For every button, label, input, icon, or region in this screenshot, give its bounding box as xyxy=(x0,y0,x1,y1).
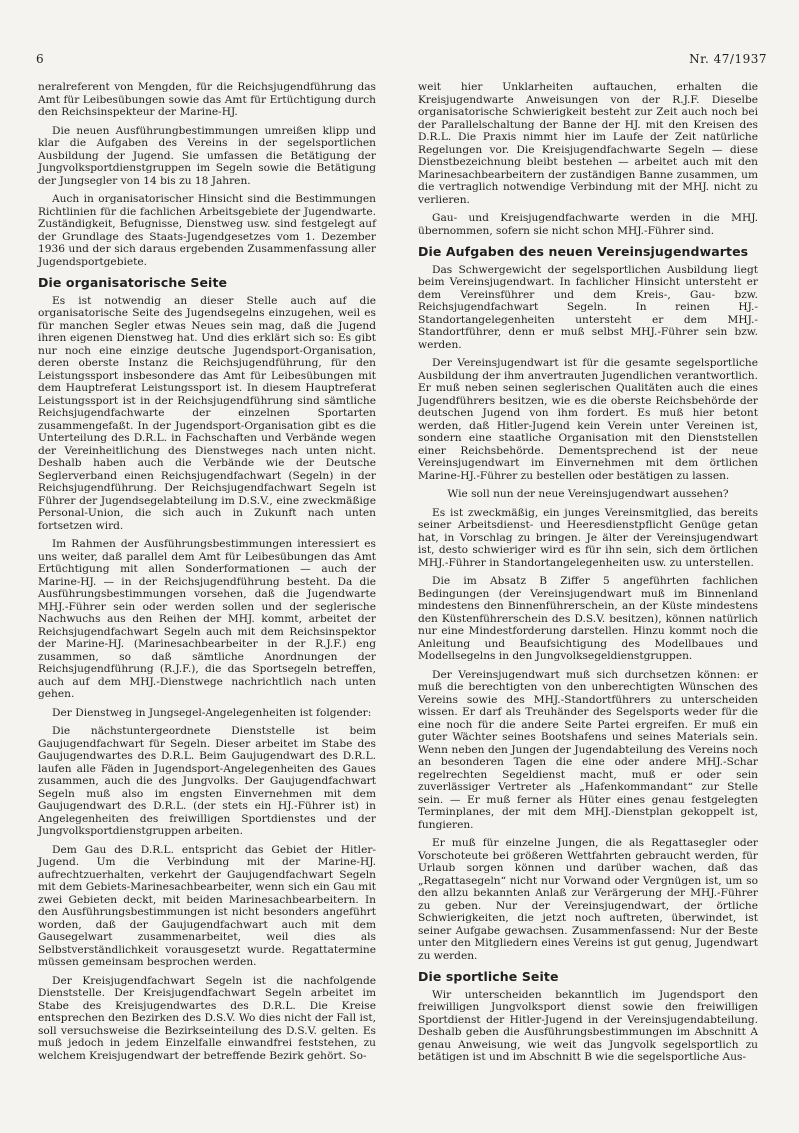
left-column xyxy=(38,81,376,1068)
paragraph: Im Rahmen der Ausführungsbestimmungen interessiert es uns weiter, daß parallel dem Amt für Leibesübungen das Amt Ertüchtigung mit allen Sonderformationen — auch der Marine-HJ. — in der Reichsjugendführung besteht. Da die Ausführungsbestimmungen vorsehen, daß die Jugendwarte MHJ.-Führer sein oder werden sollen und der seglerische Nachwuchs aus den Reihen der MHJ. kommt, arbeitet der Reichsjugendfachwart Segeln auch mit dem Reichsinspektor der Marine-HJ. (Marinesachbearbeiter in der R.J.F.) eng zusammen, so daß sämtliche Anordnungen der Reichsjugendführung (R.J.F.), die das Sportsegeln betreffen, auch auf dem MHJ.-Dienstwege nachrichtlich nach unten gehen. xyxy=(38,538,376,700)
page-number: 6 xyxy=(36,52,44,66)
paragraph: Auch in organisatorischer Hinsicht sind die Bestimmungen Richtlinien für die fachlichen Arbeitsgebiete der Jugendwarte. Zuständigkeit, Befugnisse, Dienstweg usw. sind festgelegt auf der Grundlage des Staats-Jugendgesetzes vom 1. Dezember 1936 und der sich daraus ergebenden Zusammenfassung aller Jugendsportgebiete. xyxy=(38,193,376,268)
paragraph: Es ist zweckmäßig, ein junges Vereinsmitglied, das bereits seiner Arbeitsdienst- und Heeresdienstpflicht Genüge getan hat, in Vorschlag zu bringen. Je älter der Vereinsjugendwart ist, desto schwieriger wird es für ihn sein, sich dem örtlichen MHJ.-Führer in Standortangelegenheiten usw. zu unterstellen. xyxy=(418,506,758,569)
paragraph: Es ist notwendig an dieser Stelle auch auf die organisatorische Seite des Jugendsegelns einzugehen, weil es für manchen Segler etwas Neues sein mag, daß die Jugend ihren eigenen Dienstweg hat. Und dies erklärt sich so: Es gibt nur noch eine einzige deutsche Jugendsport-Organisation, deren oberste Instanz die Reichsjugendführung, für den Leistungssport insbesondere das Amt für Leibesübungen mit dem Hauptreferat Leistungssport ist. In diesem Hauptreferat Leistungssport ist in der Reichsjugendführung sind sämtliche Reichsjugendfachwarte der einzelnen Sportarten zusammengefaßt. In der Jugendsport-Organisation gibt es die Unterteilung des D.R.L. in Fachschaften und Verbände wegen der Vereinheitlichung des Dienstweges nach unten nicht. Deshalb haben auch die Verbände wie der Deutsche Seglerverband einen Reichsjugendfachwart (Segeln) in der Reichsjugendführung. Der Reichsjugendfachwart Segeln ist Führer der Jugendsegelabteilung im D.S.V., eine zweckmäßige Personal-Union, die sich auch in Zukunft nach unten fortsetzen wird. xyxy=(38,294,376,532)
section-heading: Die sportliche Seite xyxy=(418,969,559,984)
paragraph: Er muß für einzelne Jungen, die als Regattasegler oder Vorschoteute bei größeren Wettfahrten gebraucht werden, für Urlaub sorgen können und darüber wachen, daß das „Regattasegeln“ nicht nur Vorwand oder Vergnügen ist, um so den allzu bekannten Anlaß zur Verärgerung der MHJ.-Führer zu geben. Nur der Vereinsjugendwart, der örtliche Schwierigkeiten, die jetzt noch auftreten, überwindet, ist seiner Aufgabe gewachsen. Zusammenfassend: Nur der Beste unter den Mitgliedern eines Vereins ist gut genug, Jugendwart zu werden. xyxy=(418,837,758,962)
paragraph: Der Vereinsjugendwart muß sich durchsetzen können: er muß die berechtigten von den unberechtigten Wünschen des Vereins sowie des MHJ.-Standortführers zu unterscheiden wissen. Er darf als Treuhänder des Segelsports weder für die eine noch für die andere Seite Partei ergreifen. Er muß ein guter Wächter seines Bootshafens und seines Materials sein. Wenn neben den Jungen der Jugendabteilung des Vereins noch an besonderen Tagen die eine oder andere MHJ.-Schar regelrechten Segeldienst macht, muß er oder sein zuverlässiger Vertreter als „Hafenkommandant“ zur Stelle sein. — Er muß ferner als Hüter eines genau festgelegten Terminplanes, der mit dem MHJ.-Dienstplan gekoppelt ist, fungieren. xyxy=(418,668,758,831)
paragraph: neralreferent von Mengden, für die Reichsjugendführung das Amt für Leibesübungen sowie das Amt für Ertüchtigung durch den Reichsinspekteur der Marine-HJ. xyxy=(38,81,376,118)
paragraph: Gau- und Kreisjugendfachwarte werden in die MHJ. übernommen, sofern sie nicht schon MHJ.-Führer sind. xyxy=(418,212,758,237)
issue-number: Nr. 47/1937 xyxy=(689,52,767,66)
paragraph: Die neuen Ausführungbestimmungen umreißen klipp und klar die Aufgaben des Vereins in der segelsportlichen Ausbildung der Jugend. Sie umfassen die Betätigung der Jungvolksportdienstgruppen im Segeln sowie die Betätigung der Jungsegler von 14 bis zu 18 Jahren. xyxy=(38,124,376,187)
paragraph: weit hier Unklarheiten auftauchen, erhalten die Kreisjugendwarte Anweisungen von der R.J.F. Dieselbe organisatorische Schwierigkeit besteht zur Zeit auch noch bei der Parallelschaltung der Banne der HJ. mit den Kreisen des D.R.L. Die Praxis nimmt hier im Laufe der Zeit natürliche Regelungen vor. Die Kreisjugendfachwarte Segeln — diese Dienstbezeichnung bleibt bestehen — arbeitet auch mit den Marinesachbearbeitern der zuständigen Banne zusammen, um die vertraglich notwendige Verbindung mit der MHJ. nicht zu verlieren. xyxy=(418,81,758,206)
paragraph: Wir unterscheiden bekanntlich im Jugendsport den freiwilligen Jungvolksport dienst sowie den freiwilligen Sportdienst der Hitler-Jugend in der Vereinsjugendabteilung. Deshalb geben die Ausführungsbestimmungen im Abschnitt A genau Anweisung, wie weit das Jungvolk segelsportlich zu betätigen ist und im Abschnitt B wie die segelsportliche Aus- xyxy=(418,988,758,1063)
paragraph: Die nächstuntergeordnete Dienststelle ist beim Gaujugendfachwart für Segeln. Dieser arbeitet im Stabe des Gaujugendwartes des D.R.L. Beim Gaujugendwart des D.R.L. laufen alle Fäden in Jugendsport-Angelegenheiten des Gaues zusammen, auch die des Jungvolks. Der Gaujugendfachwart Segeln muß also im engsten Einvernehmen mit dem Gaujugendwart des D.R.L. (der stets ein HJ.-Führer ist) in Angelegenheiten des freiwilligen Sportdienstes und der Jungvolksportdienstgruppen arbeiten. xyxy=(38,725,376,837)
paragraph: Wie soll nun der neue Vereinsjugendwart aussehen? xyxy=(447,488,729,500)
paragraph: Dem Gau des D.R.L. entspricht das Gebiet der Hitler-Jugend. Um die Verbindung mit der Marine-HJ. aufrechtzuerhalten, verkehrt der Gaujugendfachwart Segeln mit dem Gebiets-Marinesachbearbeiter, wenn sich ein Gau mit zwei Gebieten deckt, mit beiden Marinesachbearbeitern. In den Ausführungsbestimmungen ist nicht besonders angeführt worden, daß der Gaujugendfachwart auch mit dem Gausegelwart zusammenarbeitet, weil dies als Selbstverständlichkeit vorausgesetzt wurde. Regattatermine müssen gemeinsam besprochen werden. xyxy=(38,843,376,968)
paragraph: Der Kreisjugendfachwart Segeln ist die nachfolgende Dienststelle. Der Kreisjugendfachwart Segeln arbeitet im Stabe des Kreisjugendwartes des D.R.L. Die Kreise entsprechen den Bezirken des D.S.V. Wo dies nicht der Fall ist, soll versuchsweise die Bezirkseinteilung des D.S.V. gelten. Es muß jedoch in jedem Einzelfalle einwandfrei feststehen, zu welchem Kreisjugendwart der betreffende Bezirk gehört. So- xyxy=(38,974,376,1062)
paragraph: Die im Absatz B Ziffer 5 angeführten fachlichen Bedingungen (der Vereinsjugendwart muß im Binnenland mindestens den Binnenführerschein, an der Küste mindestens den Küstenführerschein des D.S.V. besitzen), können natürlich nur eine Mindestforderung darstellen. Hinzu kommt noch die Anleitung und Beaufsichtigung des Modellbaues und Modellsegelns in den Jungvolksegeldienstgruppen. xyxy=(418,575,758,662)
right-column xyxy=(418,81,758,1070)
paragraph: Der Vereinsjugendwart ist für die gesamte segelsportliche Ausbildung der ihm anvertrauten Jugendlichen verantwortlich. Er muß neben seinen seglerischen Qualitäten auch die eines Jugendführers besitzen, wie es die oberste Reichsbehörde der deutschen Jugend von ihm fordert. Es muß hier betont werden, daß Hitler-Jugend kein Verein unter Vereinen ist, sondern eine staatliche Organisation mit den Dienststellen einer Reichsbehörde. Dementsprechend ist der neue Vereinsjugendwart im Einvernehmen mit dem örtlichen Marine-HJ.-Führer zu bestellen oder bestätigen zu lassen. xyxy=(418,357,758,482)
paragraph: Das Schwergewicht der segelsportlichen Ausbildung liegt beim Vereinsjugendwart. In fachlicher Hinsicht untersteht er dem Vereinsführer und dem Kreis-, Gau- bzw. Reichsjugendfachwart Segeln. In reinen HJ.-Standortangelegenheiten untersteht er dem MHJ.-Standortführer, denn er muß selbst MHJ.-Führer sein bzw. werden. xyxy=(418,263,758,351)
paragraph: Der Dienstweg in Jungsegel-Angelegenheiten ist folgender: xyxy=(52,706,372,719)
section-heading: Die Aufgaben des neuen Vereinsjugendwartes xyxy=(418,244,749,259)
section-heading: Die organisatorische Seite xyxy=(38,275,228,290)
